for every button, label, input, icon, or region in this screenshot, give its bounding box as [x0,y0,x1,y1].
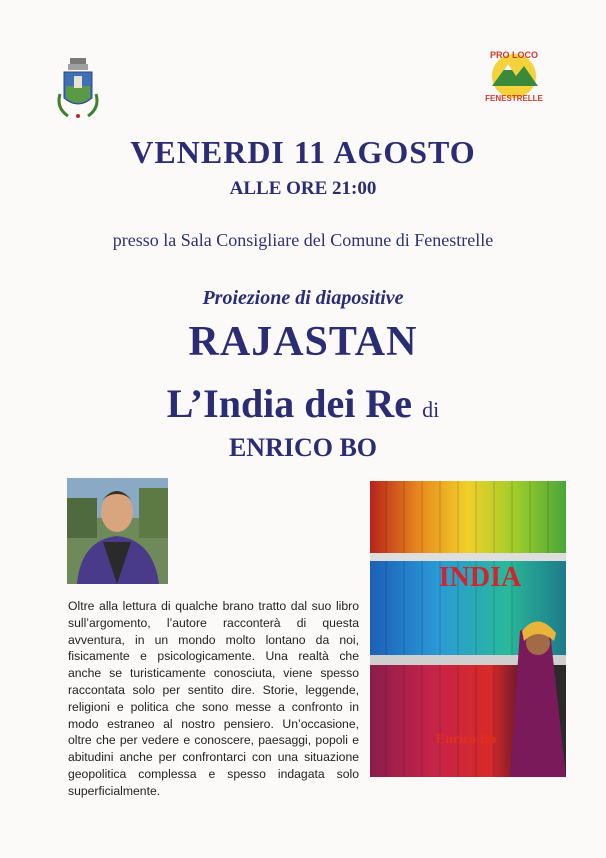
municipal-crest-icon [54,56,102,122]
event-venue: presso la Sala Consigliare del Comune di Fenestrelle [112,230,494,250]
author-photo [67,478,168,584]
event-date: VENERDI 11 AGOSTO [130,134,476,170]
proloco-text: PRO LOCO [489,50,539,60]
event-subtitle: Proiezione di diapositive [202,287,404,309]
event-description: Oltre alla lettura di qualche brano tratto dal suo libro sull’argomento, l’autore racconterà di questa avventura, in un mondo molto lontano da noi, fisicamente e psicologicamente. Una realtà che anche se turisticamente conosciuta, viene spesso raccontata solo per sentito dire. Storie, leggende, religioni e politica che sono messe a confronto in modo estraneo al nostro pensiero. Un’occasione, oltre che per vedere e conoscere, paesaggi, popoli e abitudini anche per confrontarci con una situazione geopolitica complessa e spesso indagata solo superficialmente. [68,599,359,798]
proloco-logo-icon [482,46,546,108]
cover-author: Enrico Bo [435,732,497,747]
event-title-line1: RAJASTAN [188,319,418,365]
title-line2-text: L’India dei Re [166,381,413,426]
title-di: di [422,397,440,422]
event-title-line2 [0,380,606,427]
event-author: ENRICO BO [228,433,378,462]
proloco-place: FENESTRELLE [485,94,543,103]
cover-title: INDIA [438,562,522,593]
book-cover [370,481,566,777]
event-time: ALLE ORE 21:00 [229,178,377,199]
